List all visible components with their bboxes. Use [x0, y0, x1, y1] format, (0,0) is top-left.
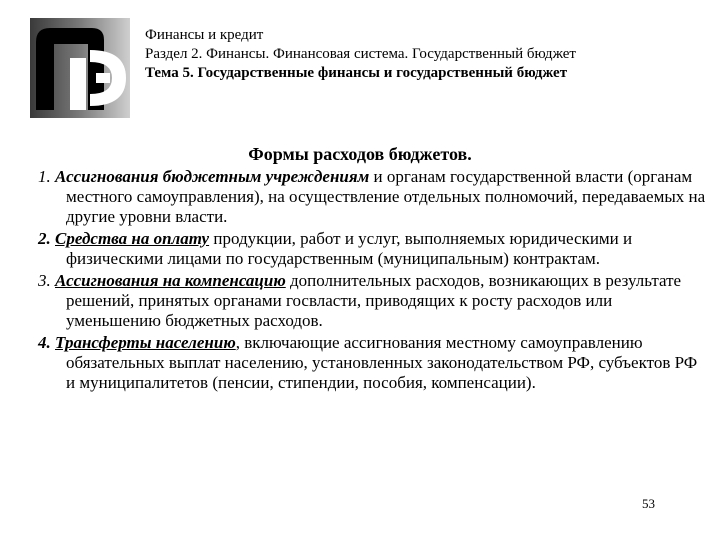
item-lead: Ассигнования на компенсацию	[55, 271, 286, 290]
page-number: 53	[642, 496, 655, 511]
section-title: Раздел 2. Финансы. Финансовая система. Государственный бюджет	[145, 46, 576, 62]
list-item	[38, 167, 708, 227]
course-title: Финансы и кредит	[145, 27, 264, 43]
publisher-logo	[30, 18, 130, 118]
item-lead: Средства на оплату	[55, 229, 210, 248]
item-number: 4.	[38, 333, 51, 352]
item-text: продукции, работ и услуг, выполняемых юридическими и физическими лицами по государственным (муниципальным) контрактам.	[66, 229, 633, 268]
slide-heading: Формы расходов бюджетов.	[248, 144, 472, 164]
item-lead: Трансферты населению	[55, 333, 236, 352]
item-number: 2.	[38, 229, 51, 248]
list-item	[38, 271, 708, 331]
item-number: 1.	[38, 167, 51, 186]
topic-title: Тема 5. Государственные финансы и государственный бюджет	[145, 65, 568, 81]
item-text: дополнительных расходов, возникающих в результате решений, принятых органами госвласти, приводящих к росту расходов или уменьшению бюджетных расходов.	[66, 271, 682, 330]
expense-forms-list	[38, 167, 708, 395]
list-item	[38, 229, 708, 269]
item-number: 3.	[38, 271, 51, 290]
slide-header	[145, 26, 705, 83]
list-item	[38, 333, 708, 393]
item-text: , включающие ассигнования местному самоуправлению обязательных выплат населению, установленных законодательством РФ, субъектов РФ и муниципалитетов (пенсии, стипендии, пособия, компенсации).	[66, 333, 698, 392]
item-text: и органам государственной власти (органам местного самоуправления), на осуществление отдельных полномочий, передаваемых на другие уровни власти.	[66, 167, 706, 226]
item-lead: Ассигнования бюджетным учреждениям	[55, 167, 370, 186]
